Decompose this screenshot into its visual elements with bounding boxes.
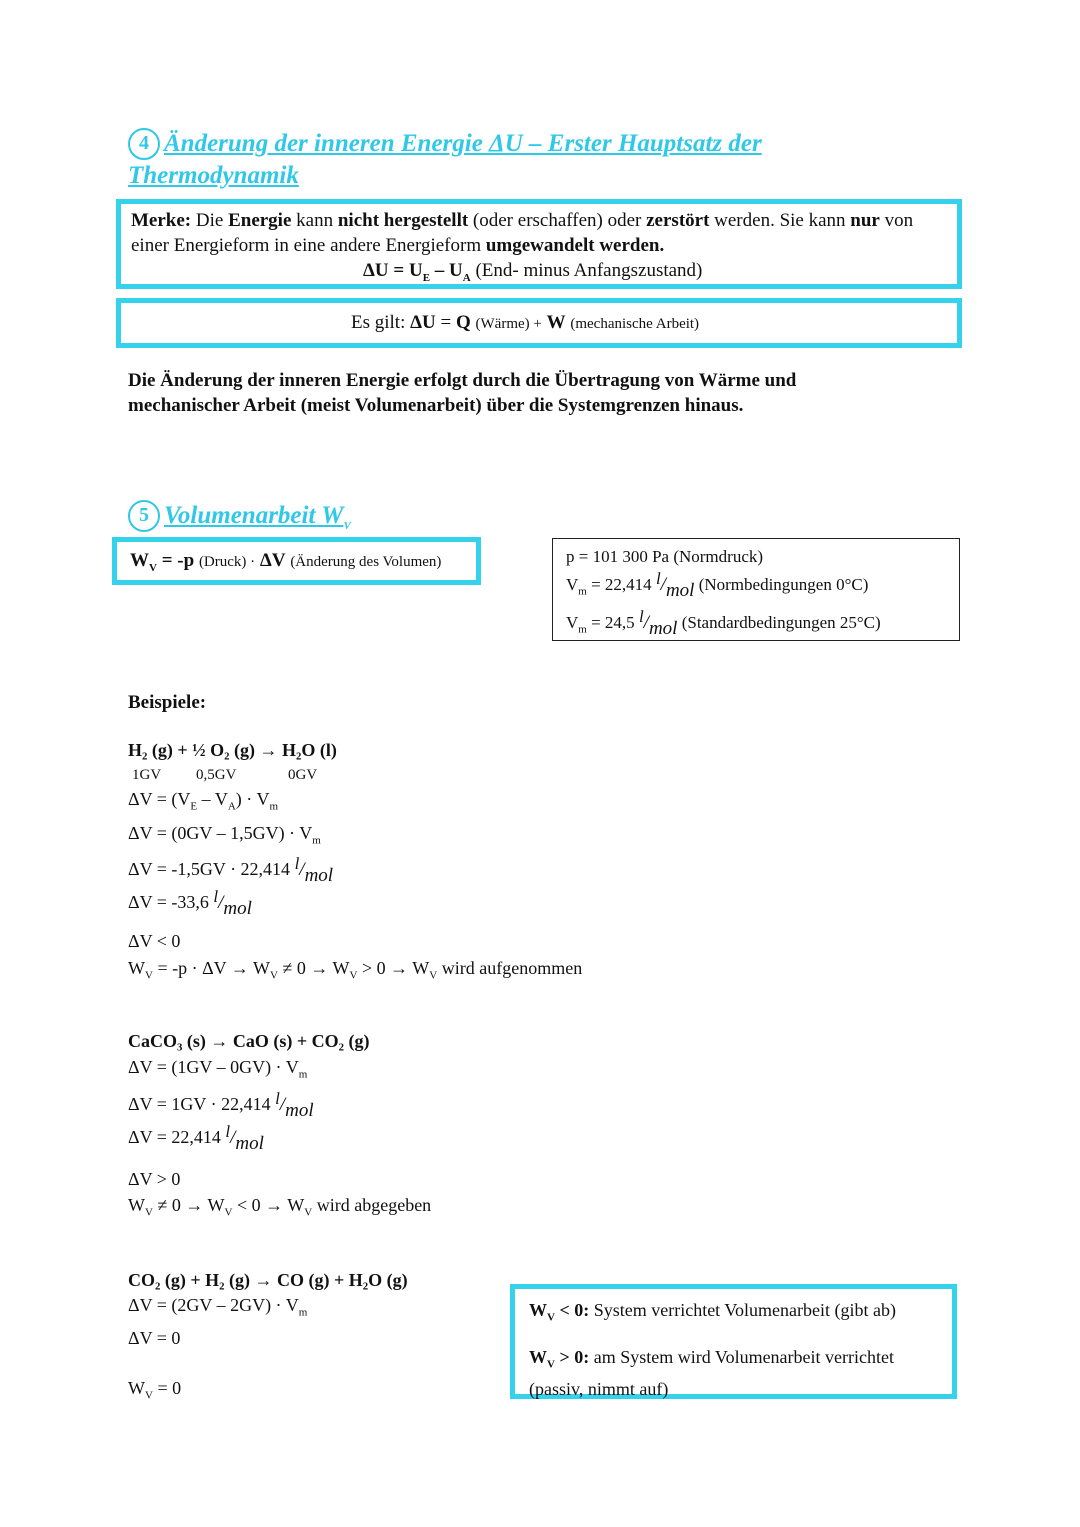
summary-positive-note: (passiv, nimmt auf) xyxy=(529,1379,669,1400)
paragraph-line2: mechanischer Arbeit (meist Volumenarbeit) über die Systemgrenzen hinaus. xyxy=(128,395,744,416)
summary-negative: $W_V < 0$: System verrichtet Volumenarbeit (gibt ab) xyxy=(529,1300,896,1324)
example2-line3: ΔV = 22,414 l/mol xyxy=(128,1121,264,1154)
example1-reaction: H₂ (g) + ½ O₂ (g) → H₂O (l) xyxy=(128,740,337,760)
vm-norm-line: $V_m = 22,414$ l/mol (Normbedingungen 0°C) xyxy=(566,569,869,601)
summary-positive: $W_V > 0$: am System wird Volumenarbeit verrichtet xyxy=(529,1346,894,1371)
section4-heading xyxy=(128,128,762,192)
example1-line1: $\Delta V = (V_E - V_A) \cdot V_m$ xyxy=(128,789,279,813)
example1-line4: ΔV = -33,6 l/mol xyxy=(128,887,252,920)
merke-line2: einer Energieform in eine andere Energieform umgewandelt werden. xyxy=(131,235,665,256)
example2 xyxy=(128,1028,370,1154)
normdruck-line: p = 101 300 Pa (Normdruck) xyxy=(566,547,764,566)
section-number-badge: 4 xyxy=(128,128,160,160)
conditions-box xyxy=(552,538,960,641)
example2-conclusion xyxy=(128,1166,431,1226)
example2-line1: $\Delta V = (1GV - 0GV) \cdot V_m$ xyxy=(128,1057,308,1081)
section4-title-line1: Änderung der inneren Energie ΔU – Erster Hauptsatz der xyxy=(164,130,762,157)
beispiele-heading: Beispiele: xyxy=(128,692,207,713)
wv-formula-box: $W_V = -p$ (Druck) · ΔV (Änderung des Volumen) xyxy=(112,537,481,585)
merke-formula: $\Delta U = U_E - U_A$ (End- minus Anfangszustand) xyxy=(363,260,703,284)
section5-title: Volumenarbeit W xyxy=(164,502,344,529)
example3-line2: ΔV = 0 xyxy=(128,1327,181,1348)
example3-reaction: CO₂ (g) + H₂ (g) → CO (g) + H₂O (g) xyxy=(128,1270,408,1290)
example2-reaction: CaCO₃ (s) → CaO (s) + CO₂ (g) xyxy=(128,1031,370,1051)
example2-line2: ΔV = 1GV · 22,414 l/mol xyxy=(128,1088,314,1121)
section-number-badge: 5 xyxy=(128,500,160,532)
example1-conclusion xyxy=(128,928,582,990)
wv-sign-summary-box xyxy=(510,1284,957,1399)
example2-deltav-sign: ΔV > 0 xyxy=(128,1169,181,1189)
example3-line1: $\Delta V = (2GV - 2GV) \cdot V_m$ xyxy=(128,1295,308,1319)
example1-deltav-sign: ΔV < 0 xyxy=(128,931,181,951)
example1-wv-result: $W_V = -p \cdot \Delta V \to W_V \ne 0 \to W_V > 0 \to W_V$ wird aufgenommen xyxy=(128,958,583,982)
esgilt-formula: Es gilt: ΔU = Q (Wärme) + W (mechanische Arbeit) xyxy=(351,312,700,333)
section5-heading xyxy=(128,500,351,542)
section5-title-sub: V xyxy=(343,520,351,532)
esgilt-box xyxy=(116,298,962,348)
section4-title-line2: Thermodynamik xyxy=(128,162,299,189)
merke-box xyxy=(116,199,962,289)
merke-line1: Merke: Die Energie kann nicht hergestellt (oder erschaffen) oder zerstört werden. Sie kann nur von xyxy=(131,210,914,231)
vm-standard-line: $V_m = 24,5$ l/mol (Standardbedingungen 25°C) xyxy=(566,607,881,640)
summary-paragraph xyxy=(128,368,796,418)
example1 xyxy=(128,736,337,919)
example1-gv-row: 1GV 0,5GV 0GV xyxy=(132,767,318,783)
paragraph-line1: Die Änderung der inneren Energie erfolgt durch die Übertragung von Wärme und xyxy=(128,370,797,391)
example2-wv-result: $W_V \ne 0 \to W_V < 0 \to W_V$ wird abgegeben xyxy=(128,1195,432,1219)
example3-wv: $W_V = 0$ xyxy=(128,1377,182,1402)
example1-line2: $\Delta V = (0GV - 1,5GV) \cdot V_m$ xyxy=(128,822,321,847)
example3 xyxy=(128,1267,408,1408)
example1-line3: ΔV = -1,5GV · 22,414 l/mol xyxy=(128,854,334,887)
